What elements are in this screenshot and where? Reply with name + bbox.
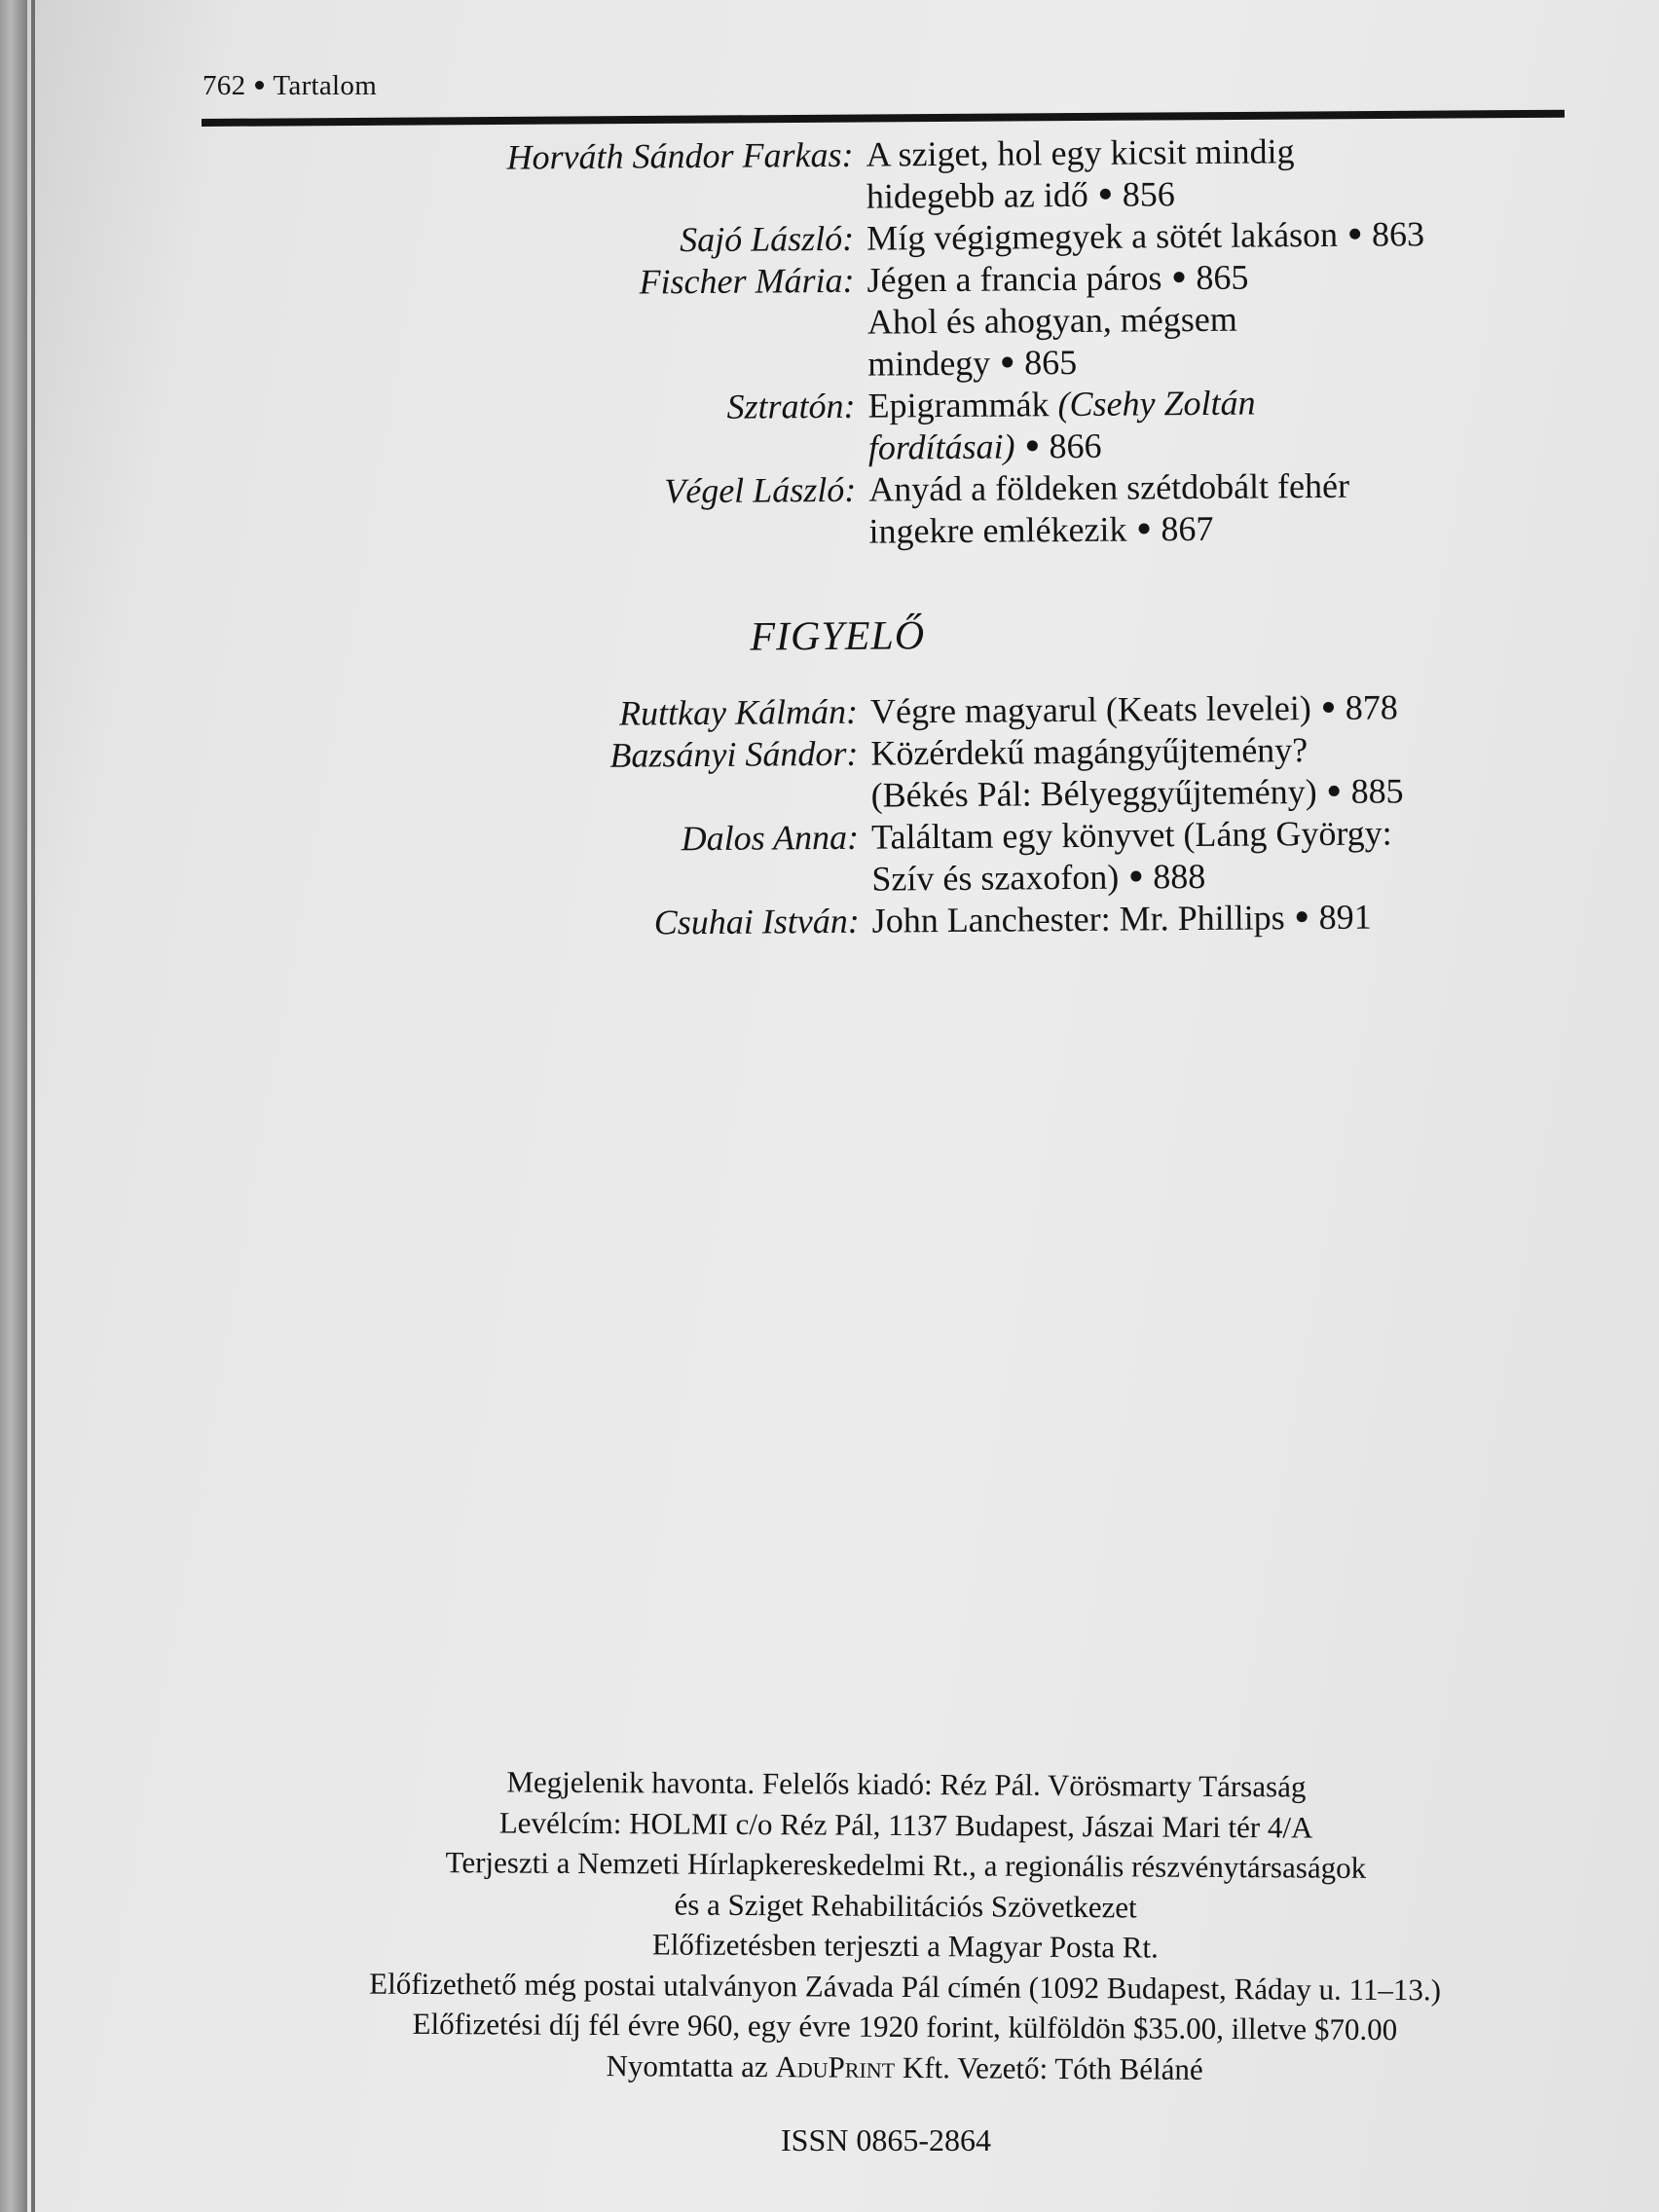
header-rule — [202, 110, 1565, 127]
title-text: ingekre emlékezik — [868, 509, 1127, 551]
title-line — [870, 685, 1552, 732]
bullet-icon — [1138, 523, 1149, 534]
title-text: Végre magyarul (Keats levelei) — [869, 688, 1311, 731]
title-line — [871, 853, 1553, 900]
title-text: Epigrammák — [867, 385, 1050, 425]
book-spine — [0, 0, 27, 2212]
entry-title — [866, 254, 1548, 301]
title-text: Szív és szaxofon) — [871, 857, 1120, 899]
entry-author: Ruttkay Kálmán: — [618, 691, 859, 733]
header-bullet-icon — [255, 81, 264, 90]
title-line — [866, 170, 1548, 217]
entry-title — [870, 685, 1552, 732]
title-line — [866, 212, 1606, 260]
title-line — [871, 769, 1553, 816]
spine-edge — [31, 0, 35, 2212]
section-heading: FIGYELŐ — [750, 613, 926, 660]
bullet-icon — [1027, 440, 1038, 451]
entry-author: Sajó László: — [680, 218, 855, 260]
page-ref: 863 — [1371, 214, 1425, 254]
entry-author: Sztratón: — [726, 386, 856, 426]
colophon-line: és a Sziget Rehabilitációs Szövetkezet — [674, 1887, 1137, 1924]
colophon-line: Levélcím: HOLMI c/o Réz Pál, 1137 Budapest, Jászai Mari tér 4/A — [498, 1804, 1313, 1845]
title-line: Közérdekű magángyűjtemény? — [870, 730, 1309, 773]
bullet-icon — [1002, 356, 1013, 367]
entry-title — [872, 895, 1554, 941]
colophon — [242, 1760, 1568, 2091]
colophon-line: Előfizetésben terjeszti a Magyar Posta Rt. — [651, 1927, 1159, 1965]
translator-note: fordításai) — [867, 426, 1015, 467]
entry-author: Fischer Mária: — [639, 260, 855, 302]
translator-note: (Csehy Zoltán — [1057, 383, 1256, 424]
bullet-icon — [1349, 229, 1360, 240]
title-line: Ahol és ahogyan, mégsem — [866, 299, 1237, 342]
title-line — [872, 895, 1554, 941]
title-line: A sziget, hol egy kicsit mindig — [866, 131, 1295, 174]
title-text: mindegy — [867, 343, 991, 384]
bullet-icon — [1323, 702, 1334, 713]
page-ref: 867 — [1161, 508, 1214, 549]
entry-title — [867, 380, 1550, 468]
page-ref: 878 — [1345, 687, 1398, 727]
title-text: John Lanchester: Mr. Phillips — [871, 898, 1285, 940]
colophon-text: Nyomtatta az — [606, 2047, 776, 2083]
colophon-line: Előfizetési díj fél évre 960, egy évre 1920 forint, külföldön $35.00, illetve $70.00 — [412, 2006, 1398, 2047]
entry-title — [868, 463, 1551, 552]
bullet-icon — [1100, 189, 1111, 200]
page-ref: 856 — [1122, 174, 1175, 214]
title-line: Találtam egy könyvet (Láng György: — [870, 813, 1392, 857]
page-ref: 865 — [1196, 257, 1249, 298]
colophon-line — [242, 2043, 1567, 2091]
entry-author: Csuhai István: — [653, 901, 860, 942]
entry-author: Horváth Sándor Farkas: — [506, 134, 854, 177]
title-line — [866, 254, 1548, 301]
bullet-icon — [1329, 786, 1340, 796]
entry-title — [871, 811, 1554, 900]
page-number: 762 — [203, 70, 246, 101]
title-line — [867, 380, 1549, 426]
title-line — [867, 338, 1549, 385]
issn: ISSN 0865-2864 — [780, 2122, 991, 2157]
page-ref: 865 — [1024, 342, 1078, 383]
running-header — [203, 70, 377, 102]
entry-title — [866, 212, 1606, 260]
entry-author: Végel László: — [664, 469, 857, 511]
title-text: hidegebb az idő — [866, 174, 1088, 216]
title-line — [868, 422, 1550, 468]
page-ref: 891 — [1318, 897, 1372, 938]
title-text: Jégen a francia páros — [866, 258, 1162, 300]
page-ref: 888 — [1153, 856, 1206, 897]
entry-title — [870, 727, 1553, 816]
entry-title — [867, 296, 1550, 385]
title-text: (Békés Pál: Bélyeggyűjtemény) — [870, 772, 1317, 815]
bullet-icon — [1173, 272, 1184, 282]
bullet-icon — [1297, 911, 1308, 922]
entry-author: Bazsányi Sándor: — [609, 733, 859, 775]
printer-name: AduPrint — [775, 2048, 896, 2084]
colophon-text: Kft. Vezető: Tóth Béláné — [895, 2049, 1203, 2086]
entry-title — [866, 129, 1548, 217]
title-line — [868, 505, 1550, 552]
bullet-icon — [1130, 870, 1141, 881]
colophon-line: Megjelenik havonta. Felelős kiadó: Réz Pál. Vörösmarty Társaság — [506, 1764, 1307, 1804]
colophon-line: Előfizethető még postai utalványon Závada Pál címén (1092 Budapest, Ráday u. 11–13.) — [369, 1966, 1442, 2007]
page-ref: 866 — [1049, 425, 1102, 466]
entry-author: Dalos Anna: — [681, 817, 860, 859]
page-ref: 885 — [1350, 771, 1404, 811]
title-text: Míg végigmegyek a sötét lakáson — [866, 214, 1339, 258]
title-line: Anyád a földeken szétdobált fehér — [868, 465, 1350, 509]
header-section: Tartalom — [273, 70, 378, 101]
colophon-line: Terjeszti a Nemzeti Hírlapkereskedelmi Rt., a regionális részvénytársaságok — [445, 1845, 1367, 1885]
